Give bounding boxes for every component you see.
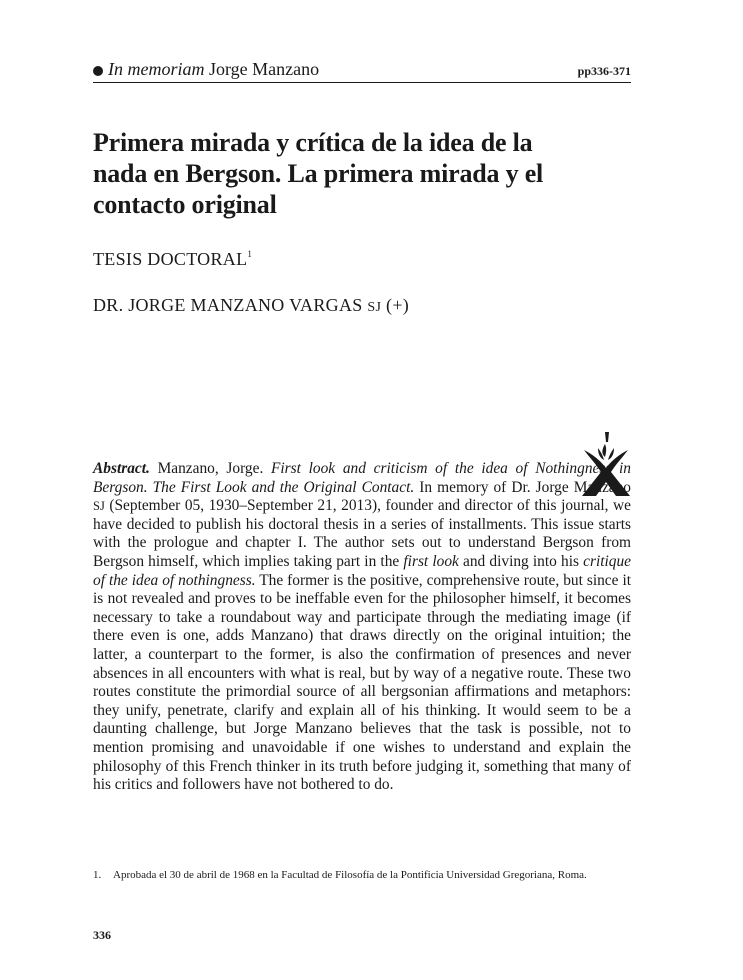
abstract-emphasis: First look and criticism of the idea of Nothingness in Bergson. The First Look and the Original Contact. xyxy=(93,460,631,496)
abstract-text: and diving into his xyxy=(458,552,584,570)
running-head xyxy=(93,58,631,83)
footnote xyxy=(93,868,631,882)
abstract-text: In memory of Dr. Jorge Manzano xyxy=(414,478,632,496)
footnote-reference[interactable]: 1 xyxy=(247,249,253,259)
article-title: Primera mirada y crítica de la idea de la nada en Bergson. La primera mirada y el contacto original xyxy=(93,128,544,219)
footnote-number: 1. xyxy=(93,869,102,881)
abstract-text: The former is the positive, comprehensive route, but since it is not revealed and proves to be ineffable even for the philosopher himself, it becomes necessary to take a roundabout way and participate through the mediating image (if there even is one, adds Manzano) that draws directly on the original intuition; the latter, a counterpart to the former, is also the confirmation of presences and never absences in all encounters with what is real, but by way of a negative route. These two routes constitute the primordial source of all bergsonian affirmations and metaphors: they unify, penetrate, clarify and explain all of his thinking. It would seem to be a daunting challenge, but Jorge Manzano believes that the task is possible, not to mention promising and unavoidable if one wishes to understand and explain the philosophy of this French thinker in its truth before judging it, something that many of his critics and followers have not bothered to do. xyxy=(93,571,631,794)
footnote-text: Aprobada el 30 de abril de 1968 en la Facultad de Filosofía de la Pontificia Universidad Gregoriana, Roma. xyxy=(113,869,587,881)
abstract-emphasis: first look xyxy=(403,552,459,570)
abstract-text: (September 05, 1930–September 21, 2013), founder and director of this journal, we have decided to publish his doctoral thesis in a series of installments. This issue starts with the prologue and chapter I. The author sets out to understand Bergson from Bergson himself, which implies taking part in the xyxy=(93,497,631,570)
bullet-icon xyxy=(93,66,103,76)
author-suffix: (+) xyxy=(386,295,410,315)
abstract xyxy=(93,460,631,795)
author-order: SJ xyxy=(367,300,382,315)
page-number: 336 xyxy=(93,928,111,942)
section-name: Jorge Manzano xyxy=(209,59,320,79)
article-subtitle xyxy=(93,249,252,270)
page-range: pp336-371 xyxy=(577,64,631,78)
abstract-label: Abstract. xyxy=(93,460,150,477)
running-head-section xyxy=(108,59,319,80)
author-line xyxy=(93,295,409,316)
abstract-order: SJ xyxy=(93,499,105,514)
abstract-text: Manzano, Jorge. xyxy=(149,460,271,477)
section-italic: In memoriam xyxy=(108,59,205,79)
subtitle-text: TESIS DOCTORAL xyxy=(93,249,248,269)
abstract-emphasis: critique of the idea of nothingness. xyxy=(93,552,631,589)
author-name: DR. JORGE MANZANO VARGAS xyxy=(93,295,363,315)
